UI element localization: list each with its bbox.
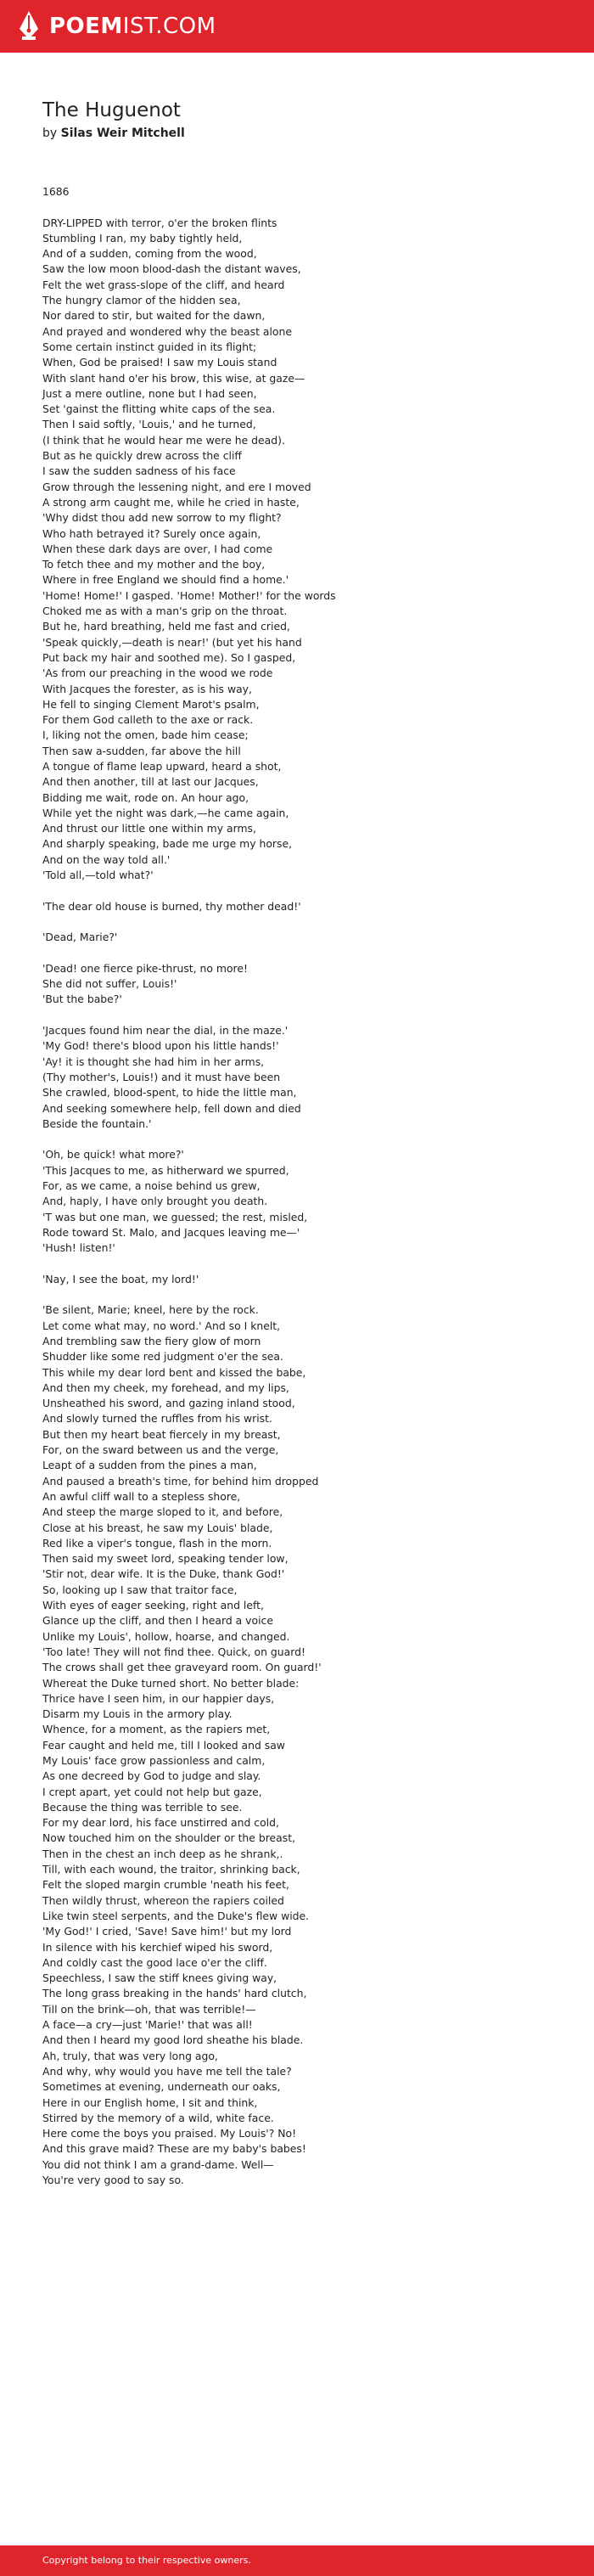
- byline: [42, 125, 185, 142]
- poem-line: 'Oh, be quick! what more?': [42, 1148, 184, 1161]
- poem-line: 'Be silent, Marie; kneel, here by the rock.: [42, 1303, 259, 1317]
- poem-line: Like twin steel serpents, and the Duke's flew wide.: [42, 1909, 310, 1922]
- poem-line: Speechless, I saw the stiff knees giving way,: [42, 1971, 277, 1985]
- poem-line: For my dear lord, his face unstirred and cold,: [42, 1816, 279, 1830]
- poem-line: Felt the sloped margin crumble 'neath his feet,: [42, 1878, 289, 1892]
- poem-line: Unsheathed his sword, and gazing inland stood,: [42, 1397, 295, 1410]
- poem-line: 'Jacques found him near the dial, in the maze.': [42, 1024, 289, 1038]
- poem-line: When these dark days are over, I had come: [42, 542, 273, 555]
- poem-line: Just a mere outline, none but I had seen,: [42, 386, 257, 400]
- poem-line: With Jacques the forester, as is his way,: [42, 682, 252, 695]
- poem-line: 'Told all,—told what?': [42, 869, 154, 882]
- poem-line: Set 'gainst the flitting white caps of the sea.: [42, 402, 276, 416]
- top-bar: [0, 0, 594, 53]
- poem-line: Let come what may, no word.' And so I knelt,: [42, 1319, 281, 1332]
- poem-line: Now touched him on the shoulder or the breast,: [42, 1831, 296, 1845]
- poem-line: The long grass breaking in the hands' hard clutch,: [42, 1987, 307, 2000]
- poem-body: [42, 184, 569, 2204]
- copyright-notice: Copyright belong to their respective owners.: [42, 2555, 251, 2566]
- poem-line: Felt the wet grass-slope of the cliff, and heard: [42, 278, 285, 291]
- poem-line: Because the thing was terrible to see.: [42, 1800, 243, 1814]
- poem-line: 'Speak quickly,—death is near!' (but yet his hand: [42, 635, 302, 649]
- poem-line: 'This Jacques to me, as hitherward we spurred,: [42, 1163, 289, 1177]
- poem-line: (Thy mother's, Louis!) and it must have been: [42, 1070, 281, 1083]
- poem-line: With slant hand o'er his brow, this wise, at gaze—: [42, 371, 305, 385]
- poem-line: Disarm my Louis in the armory play.: [42, 1707, 233, 1721]
- poem-line: Fear caught and held me, till I looked and saw: [42, 1738, 285, 1752]
- fountain-pen-nib-icon[interactable]: [17, 10, 41, 41]
- poem-line: (I think that he would hear me were he dead).: [42, 433, 285, 447]
- stanza: [42, 1023, 569, 1132]
- poem-line: Then wildly thrust, whereon the rapiers coiled: [42, 1893, 284, 1907]
- poem-line: As one decreed by God to judge and slay.: [42, 1769, 261, 1783]
- poem-line: But then my heart beat fiercely in my breast,: [42, 1427, 281, 1441]
- poem-line: Stumbling I ran, my baby tightly held,: [42, 231, 243, 245]
- author-name[interactable]: Silas Weir Mitchell: [60, 127, 185, 140]
- poem-title: The Huguenot: [42, 99, 181, 121]
- poem-line: DRY-LIPPED with terror, o'er the broken flints: [42, 216, 277, 229]
- poem-line: For, on the sward between us and the verge,: [42, 1443, 279, 1457]
- poem-line: The hungry clamor of the hidden sea,: [42, 294, 241, 307]
- stanza: [42, 930, 569, 945]
- poem-line: Red like a viper's tongue, flash in the morn.: [42, 1536, 272, 1550]
- stanza: [42, 1302, 569, 2188]
- poem-line: 'My God! there's blood upon his little hands!': [42, 1039, 279, 1053]
- poem-line: Nor dared to stir, but waited for the dawn,: [42, 309, 266, 323]
- poem-line: Who hath betrayed it? Surely once again,: [42, 526, 261, 540]
- poem-line: And trembling saw the fiery glow of morn: [42, 1334, 261, 1347]
- poem-line: And steep the marge sloped to it, and before,: [42, 1505, 283, 1519]
- poem-line: You did not think I am a grand-dame. Well—: [42, 2157, 274, 2171]
- poem-line: 'Hush! listen!': [42, 1241, 115, 1255]
- poem-line: Then in the chest an inch deep as he shrank,.: [42, 1847, 283, 1860]
- poem-line: 'My God!' I cried, 'Save! Save him!' but my lord: [42, 1925, 292, 1938]
- poem-line: Beside the fountain.': [42, 1116, 152, 1130]
- poem-line: For, as we came, a noise behind us grew,: [42, 1179, 261, 1192]
- poem-line: To fetch thee and my mother and the boy,: [42, 558, 266, 571]
- poem-line: But he, hard breathing, held me fast and cried,: [42, 620, 290, 633]
- poem-line: A face—a cry—just 'Marie!' that was all!: [42, 2018, 253, 2032]
- poem-line: Choked me as with a man's grip on the throat.: [42, 605, 288, 618]
- poem-line: I crept apart, yet could not help but gaze,: [42, 1785, 262, 1798]
- poem-line: And prayed and wondered why the beast alone: [42, 324, 292, 338]
- poem-line: And, haply, I have only brought you death.: [42, 1195, 268, 1208]
- poem-line: And this grave maid? These are my baby's babes!: [42, 2142, 306, 2156]
- logo-light-part: IST.COM: [122, 14, 216, 39]
- poem-line: Leapt of a sudden from the pines a man,: [42, 1459, 257, 1472]
- poem-line: Whence, for a moment, as the rapiers met,: [42, 1723, 271, 1736]
- poem-line: And why, why would you have me tell the tale?: [42, 2064, 292, 2078]
- poem-line: And then my cheek, my forehead, and my lips,: [42, 1381, 289, 1394]
- poem-line: 'Nay, I see the boat, my lord!': [42, 1272, 199, 1285]
- poem-line: With eyes of eager seeking, right and left,: [42, 1599, 264, 1612]
- poem-line: A tongue of flame leap upward, heard a shot,: [42, 759, 282, 773]
- stanza: [42, 216, 569, 884]
- poem-line: Whereat the Duke turned short. No better blade:: [42, 1676, 300, 1690]
- poem-line: Rode toward St. Malo, and Jacques leaving me—': [42, 1225, 300, 1239]
- poem-line: Till, with each wound, the traitor, shrinking back,: [42, 1863, 300, 1876]
- poem-line: 'But the babe?': [42, 993, 122, 1006]
- poem-line: Unlike my Louis', hollow, hoarse, and changed.: [42, 1629, 290, 1643]
- poem-line: While yet the night was dark,—he came again,: [42, 806, 289, 819]
- poem-line: Stirred by the memory of a wild, white face.: [42, 2111, 274, 2124]
- poem-line: Where in free England we should find a home.': [42, 573, 289, 587]
- poem-line: I saw the sudden sadness of his face: [42, 464, 236, 478]
- poem-line: You're very good to say so.: [42, 2174, 184, 2186]
- poem-line: Close at his breast, he saw my Louis' blade,: [42, 1521, 273, 1534]
- poem-line: And seeking somewhere help, fell down and died: [42, 1101, 301, 1115]
- poem-line: Bidding me wait, rode on. An hour ago,: [42, 790, 249, 804]
- poem-line: Shudder like some red judgment o'er the sea.: [42, 1350, 283, 1364]
- poem-line: Here come the boys you praised. My Louis'? No!: [42, 2127, 297, 2140]
- poem-line: Put back my hair and soothed me). So I gasped,: [42, 650, 296, 664]
- poem-line: 'Stir not, dear wife. It is the Duke, thank God!': [42, 1567, 285, 1581]
- poem-line: 'Ay! it is thought she had him in her arms,: [42, 1055, 265, 1068]
- stanza: [42, 961, 569, 1008]
- poem-line: 'Why didst thou add new sorrow to my flight?: [42, 511, 282, 525]
- poem-line: 'T was but one man, we guessed; the rest, misled,: [42, 1210, 308, 1223]
- poem-line: And of a sudden, coming from the wood,: [42, 247, 257, 261]
- poem-line: She crawled, blood-spent, to hide the little man,: [42, 1086, 297, 1100]
- stanza: [42, 899, 569, 914]
- poem-line: Thrice have I seen him, in our happier days,: [42, 1691, 275, 1705]
- poem-line: Some certain instinct guided in its flight;: [42, 340, 257, 353]
- poem-line: And coldly cast the good lace o'er the cliff.: [42, 1955, 267, 1969]
- poem-line: In silence with his kerchief wiped his sword,: [42, 1940, 273, 1954]
- stanza-list: [42, 216, 569, 2189]
- poem-line: Ah, truly, that was very long ago,: [42, 2049, 218, 2062]
- poem-line: And then another, till at last our Jacques,: [42, 775, 259, 789]
- poem-line: 'The dear old house is burned, thy mother dead!': [42, 899, 301, 913]
- poem-line: But as he quickly drew across the cliff: [42, 449, 242, 463]
- by-label: by: [42, 127, 58, 140]
- poem-line: And thrust our little one within my arms,: [42, 822, 256, 835]
- logo-bold-part: POEM: [49, 14, 123, 39]
- poem-line: And sharply speaking, bade me urge my horse,: [42, 837, 293, 851]
- poem-line: I, liking not the omen, bade him cease;: [42, 728, 249, 742]
- poem-line: Then I said softly, 'Louis,' and he turned,: [42, 418, 256, 431]
- poem-line: When, God be praised! I saw my Louis stand: [42, 356, 277, 369]
- poem-line: And slowly turned the ruffles from his wrist.: [42, 1412, 272, 1426]
- poem-line: My Louis' face grow passionless and calm,: [42, 1753, 266, 1767]
- poem-line: Sometimes at evening, underneath our oaks,: [42, 2080, 281, 2094]
- poem-line: She did not suffer, Louis!': [42, 977, 177, 991]
- poem-line: And paused a breath's time, for behind him dropped: [42, 1474, 319, 1488]
- poem-line: 'Dead, Marie?': [42, 931, 118, 944]
- poem-line: 'Too late! They will not find thee. Quick, on guard!: [42, 1645, 305, 1658]
- poem-line: Glance up the cliff, and then I heard a voice: [42, 1614, 273, 1628]
- poem-line: An awful cliff wall to a stepless shore,: [42, 1489, 241, 1503]
- poem-line: He fell to singing Clement Marot's psalm,: [42, 697, 260, 711]
- poem-line: Then said my sweet lord, speaking tender low,: [42, 1552, 289, 1566]
- stanza: [42, 1147, 569, 1256]
- poem-year: 1686: [42, 185, 70, 198]
- poem-line: For them God calleth to the axe or rack.: [42, 713, 254, 727]
- poem-line: 'Home! Home!' I gasped. 'Home! Mother!' for the words: [42, 588, 336, 602]
- poem-line: Grow through the lessening night, and ere I moved: [42, 480, 311, 493]
- stanza: [42, 1272, 569, 1287]
- poem-line: So, looking up I saw that traitor face,: [42, 1583, 238, 1596]
- poem-line: Till on the brink—oh, that was terrible!—: [42, 2002, 256, 2016]
- poem-line: 'As from our preaching in the wood we rode: [42, 666, 273, 680]
- poem-line: 'Dead! one fierce pike-thrust, no more!: [42, 961, 248, 975]
- poem-line: Here in our English home, I sit and think,: [42, 2095, 258, 2109]
- poem-line: And on the way told all.': [42, 852, 171, 866]
- footer-bar: [0, 2545, 594, 2576]
- poem-line: And then I heard my good lord sheathe his blade.: [42, 2033, 304, 2047]
- poem-line: Saw the low moon blood-dash the distant waves,: [42, 262, 301, 276]
- poem-line: A strong arm caught me, while he cried in haste,: [42, 495, 300, 509]
- poem-line: This while my dear lord bent and kissed the babe,: [42, 1365, 306, 1379]
- poem-line: The crows shall get thee graveyard room. On guard!': [42, 1661, 322, 1674]
- site-logo[interactable]: [49, 13, 216, 40]
- poem-line: Then saw a-sudden, far above the hill: [42, 744, 241, 757]
